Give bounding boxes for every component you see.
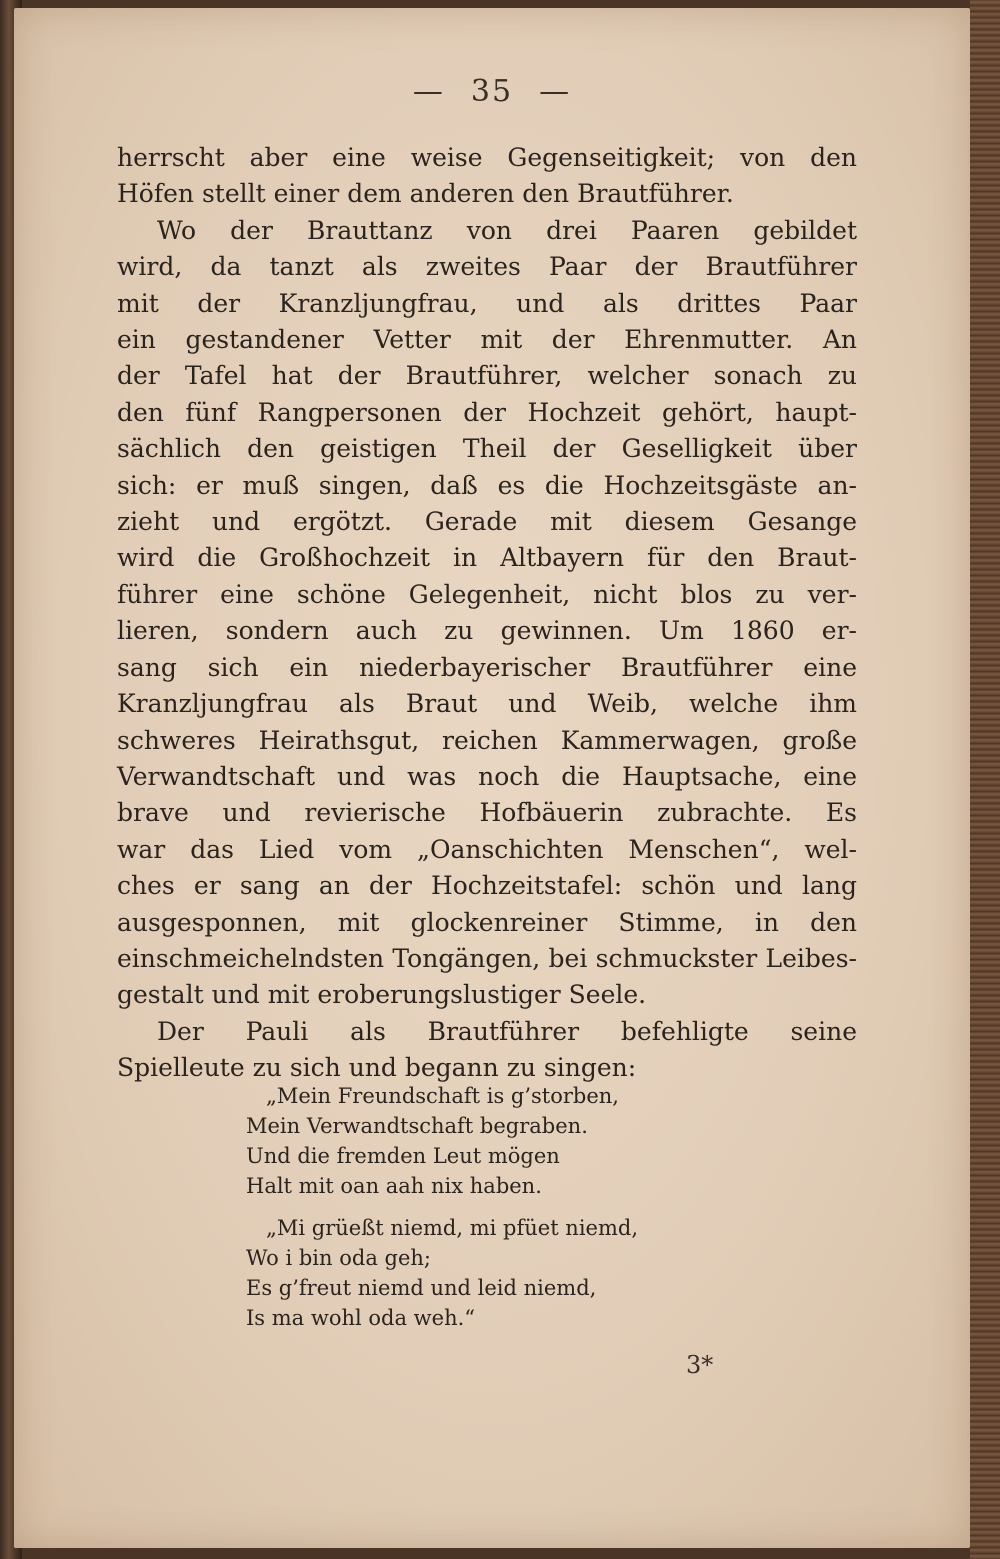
text-line: wird, da tanzt als zweites Paar der Brautführer: [117, 252, 857, 282]
text-line: Der Pauli als Brautführer befehligte seine: [157, 1016, 857, 1046]
text-line: zieht und ergötzt. Gerade mit diesem Gesange: [117, 507, 857, 537]
text-line: sächlich den geistigen Theil der Geselligkeit über: [117, 434, 857, 464]
body-text: [117, 140, 857, 1087]
verse-stanza-2: [246, 1213, 716, 1333]
text-line: brave und revierische Hofbäuerin zubrachte. Es: [117, 798, 857, 828]
verse-line: „Mi grüeßt niemd, mi pfüet niemd,: [266, 1216, 639, 1240]
verse-line: „Mein Freundschaft is g’storben,: [266, 1084, 619, 1108]
header-dash-right: —: [539, 74, 572, 109]
text-line: Wo der Brauttanz von drei Paaren gebildet: [157, 215, 857, 245]
text-line: der Tafel hat der Brautführer, welcher sonach zu: [117, 361, 857, 391]
header-dash-left: —: [412, 74, 445, 109]
verse-line: Es g’freut niemd und leid niemd,: [246, 1276, 597, 1300]
book-page: [14, 8, 970, 1548]
text-line: lieren, sondern auch zu gewinnen. Um 1860 er-: [117, 616, 857, 646]
signature-mark: 3*: [686, 1351, 714, 1379]
text-line: Höfen stellt einer dem anderen den Brautführer.: [117, 179, 734, 209]
text-line: gestalt und mit eroberungslustiger Seele.: [117, 980, 647, 1010]
text-line: Kranzljungfrau als Braut und Weib, welche ihm: [117, 689, 857, 719]
text-line: ein gestandener Vetter mit der Ehrenmutter. An: [117, 325, 857, 355]
verse-stanza-1: [246, 1081, 716, 1201]
verse-line: Is ma wohl oda weh.“: [246, 1306, 476, 1330]
text-line: wird die Großhochzeit in Altbayern für den Braut-: [117, 543, 857, 573]
text-line: Spielleute zu sich und begann zu singen:: [117, 1053, 637, 1083]
text-line: sang sich ein niederbayerischer Brautführer eine: [117, 652, 857, 682]
page-header: [14, 74, 970, 109]
verse-line: Und die fremden Leut mögen: [246, 1144, 560, 1168]
book-page-edges: [970, 0, 1000, 1559]
verse-line: Mein Verwandtschaft begraben.: [246, 1114, 588, 1138]
verse-line: Halt mit oan aah nix haben.: [246, 1174, 542, 1198]
text-line: herrscht aber eine weise Gegenseitigkeit; von den: [117, 143, 857, 172]
text-line: Verwandtschaft und was noch die Hauptsache, eine: [117, 761, 857, 791]
text-line: sich: er muß singen, daß es die Hochzeitsgäste an-: [117, 470, 857, 500]
text-line: ausgesponnen, mit glockenreiner Stimme, in den: [117, 907, 857, 937]
verse-line: Wo i bin oda geh;: [246, 1246, 431, 1270]
text-line: war das Lied vom „Oanschichten Menschen“, wel-: [117, 834, 857, 864]
text-line: mit der Kranzljungfrau, und als drittes Paar: [117, 288, 857, 318]
text-line: führer eine schöne Gelegenheit, nicht blos zu ver-: [117, 579, 857, 609]
text-line: schweres Heirathsgut, reichen Kammerwagen, große: [117, 725, 857, 755]
text-line: einschmeichelndsten Tongängen, bei schmuckster Leibes-: [117, 943, 857, 973]
page-number: 35: [470, 74, 514, 109]
text-line: den fünf Rangpersonen der Hochzeit gehört, haupt-: [117, 397, 857, 427]
text-line: ches er sang an der Hochzeitstafel: schön und lang: [117, 871, 857, 901]
